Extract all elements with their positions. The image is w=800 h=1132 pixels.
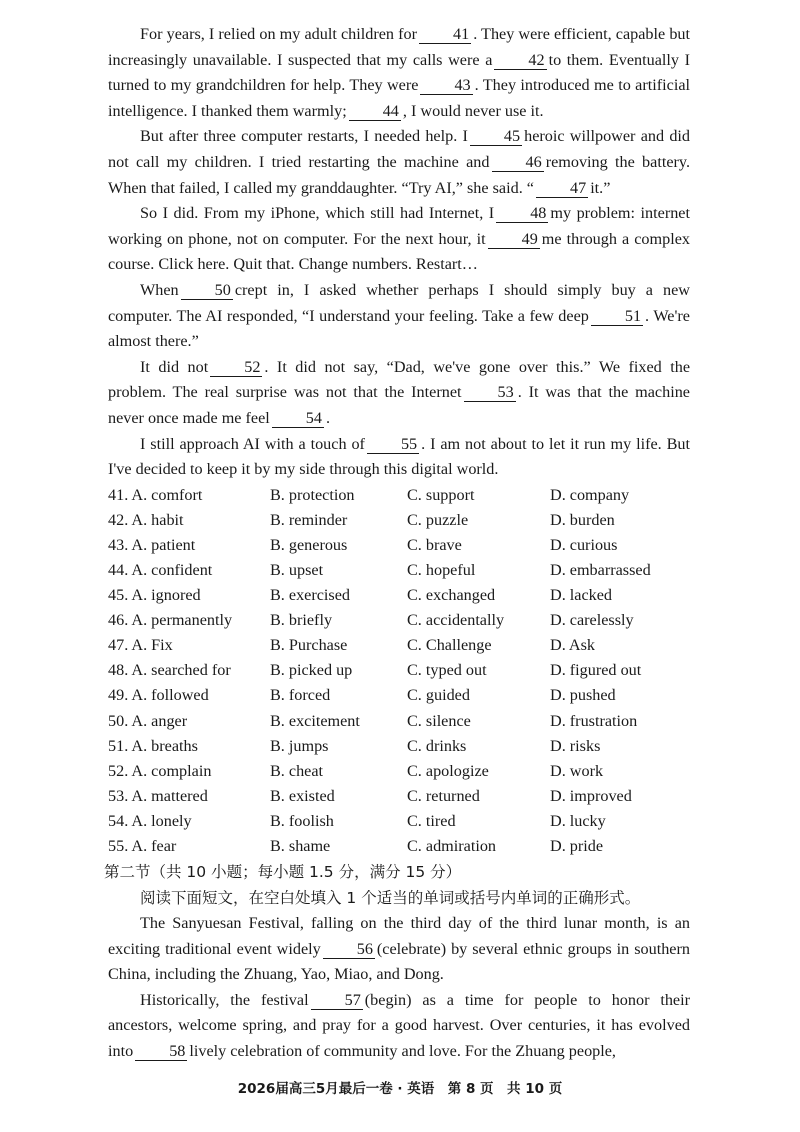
option-row — [108, 483, 690, 508]
option: D. improved — [550, 786, 632, 805]
answer-blank: 53 — [464, 383, 516, 402]
option-row — [108, 533, 690, 558]
option: B. shame — [270, 837, 331, 855]
option: D. curious — [550, 535, 618, 554]
option: C. returned — [407, 786, 480, 805]
option: B. cheat — [270, 761, 324, 780]
option-row — [108, 784, 690, 809]
option: C. accidentally — [407, 611, 505, 630]
answer-blank: 54 — [272, 409, 324, 428]
answer-blank: 41 — [419, 25, 471, 44]
option: D. pushed — [550, 686, 616, 705]
option: D. carelessly — [550, 611, 634, 630]
answer-blank: 51 — [591, 307, 643, 326]
answer-blank: 42 — [494, 51, 546, 70]
option: 47. A. Fix — [108, 636, 173, 655]
option: 51. A. breaths — [108, 736, 198, 755]
option-row — [108, 633, 690, 658]
option-row — [108, 583, 690, 608]
option: B. forced — [270, 686, 331, 705]
answer-blank: 43 — [420, 76, 472, 95]
option: D. lacked — [550, 586, 613, 605]
option: D. embarrassed — [550, 560, 651, 579]
answer-blank: 55 — [367, 435, 419, 454]
option-row — [108, 658, 690, 683]
option-row — [108, 734, 690, 759]
paragraph: When 50 crept in, I asked whether perhaps I should simply buy a new computer. The AI responded, “I understand your feeling. Take a few deep 51 . We're almost there.” — [108, 280, 690, 351]
answer-blank: 57 — [311, 991, 363, 1010]
option: C. typed out — [407, 661, 487, 680]
option: 46. A. permanently — [108, 611, 233, 630]
option: C. hopeful — [407, 560, 476, 579]
paragraph: The Sanyuesan Festival, falling on the third day of the third lunar month, is an exciting traditional event widely 56 (celebrate) by several ethnic groups in southern China, including the Zhuang, Yao, Miao, and Dong. — [108, 914, 690, 984]
option: B. generous — [270, 535, 348, 554]
section-instruction: 阅读下面短文，在空白处填入 1 个适当的单词或括号内单词的正确形式。 — [140, 889, 641, 908]
answer-blank: 52 — [210, 358, 262, 377]
answer-blank: 44 — [349, 102, 401, 121]
option-row — [108, 558, 690, 583]
option: 44. A. confident — [108, 560, 213, 579]
answer-blank: 46 — [492, 153, 544, 172]
option: 53. A. mattered — [108, 786, 208, 805]
option: C. admiration — [407, 837, 497, 855]
option: B. jumps — [270, 736, 329, 755]
answer-blank: 47 — [536, 179, 588, 198]
paragraph: So I did. From my iPhone, which still had Internet, I 48 my problem: internet working on phone, not on computer. For the next hour, it 49 me through a complex course. Click here. Quit that. Change numbers. Restart… — [108, 204, 690, 274]
option: D. Ask — [550, 636, 595, 655]
option: D. pride — [550, 837, 604, 855]
option-row — [108, 709, 690, 734]
option: C. silence — [407, 711, 471, 730]
option: D. work — [550, 761, 604, 780]
option: D. risks — [550, 736, 601, 755]
exam-page — [104, 22, 691, 1065]
answer-blank: 50 — [181, 281, 233, 300]
option: 43. A. patient — [108, 535, 196, 554]
options-list — [108, 483, 690, 859]
paragraph: It did not 52 . It did not say, “Dad, we've gone over this.” We fixed the problem. The real surprise was not that the Internet 53 . It was that the machine never once made me feel 54 . — [108, 357, 691, 427]
option: C. brave — [407, 535, 462, 554]
option: C. exchanged — [407, 586, 496, 605]
option: B. foolish — [270, 811, 334, 830]
option: B. reminder — [270, 510, 348, 529]
option: B. Purchase — [270, 636, 348, 655]
option: B. protection — [270, 485, 355, 504]
page-footer: 2026届高三5月最后一卷 · 英语 第 8 页 共 10 页 — [237, 1081, 563, 1097]
option: C. drinks — [407, 736, 467, 755]
option: 54. A. lonely — [108, 811, 192, 830]
answer-blank: 49 — [488, 230, 540, 249]
option: 49. A. followed — [108, 686, 209, 705]
answer-blank: 56 — [323, 940, 375, 959]
option: 55. A. fear — [108, 837, 177, 855]
option: C. puzzle — [407, 510, 469, 529]
option: 52. A. complain — [108, 761, 212, 780]
option-row — [108, 608, 690, 633]
option: D. frustration — [550, 711, 638, 730]
option: D. figured out — [550, 661, 642, 680]
option: C. Challenge — [407, 636, 492, 655]
option: B. upset — [270, 560, 324, 579]
option: C. support — [407, 485, 475, 504]
option: D. burden — [550, 510, 615, 529]
option: D. company — [550, 485, 630, 504]
option: B. excitement — [270, 711, 360, 730]
option-row — [108, 759, 690, 784]
answer-blank: 45 — [470, 127, 522, 146]
paragraph: I still approach AI with a touch of 55 . I am not about to let it run my life. But I've decided to keep it by my side through this digital world. — [108, 434, 690, 479]
answer-blank: 58 — [135, 1042, 187, 1061]
option: 45. A. ignored — [108, 586, 201, 605]
option: B. picked up — [270, 661, 353, 680]
option-row — [108, 508, 690, 533]
option-row — [108, 683, 690, 708]
paragraph: But after three computer restarts, I needed help. I 45 heroic willpower and did not call my children. I tried restarting the machine and 46 removing the battery. When that failed, I called my granddaughter. “Try AI,” she said. “ 47 it.” — [108, 127, 691, 197]
option: B. existed — [270, 786, 335, 805]
option: C. tired — [407, 811, 456, 830]
option: 50. A. anger — [108, 711, 188, 730]
option: B. briefly — [270, 611, 333, 630]
paragraph: Historically, the festival 57 (begin) as a time for people to honor their ancestors, welcome spring, and pray for a good harvest. Over centuries, it has evolved into 58 lively celebration of community and love. For the Zhuang people, — [108, 990, 690, 1061]
option-row — [108, 834, 690, 859]
section-heading: 第二节（共 10 小题；每小题 1.5 分，满分 15 分） — [104, 863, 462, 882]
answer-blank: 48 — [496, 204, 548, 223]
option: C. apologize — [407, 761, 489, 780]
option: B. exercised — [270, 586, 351, 605]
option-row — [108, 809, 690, 834]
option: D. lucky — [550, 811, 606, 830]
option: C. guided — [407, 686, 470, 705]
option: 48. A. searched for — [108, 661, 231, 680]
option: 42. A. habit — [108, 510, 184, 529]
option: 41. A. comfort — [108, 485, 203, 504]
paragraph: For years, I relied on my adult children for 41 . They were efficient, capable but increasingly unavailable. I suspected that my calls were a 42 to them. Eventually I turned to my grandchildren for help. They were 43 . They introduced me to artificial intelligence. I thanked them warmly; 44 , I would never use it. — [108, 25, 691, 120]
